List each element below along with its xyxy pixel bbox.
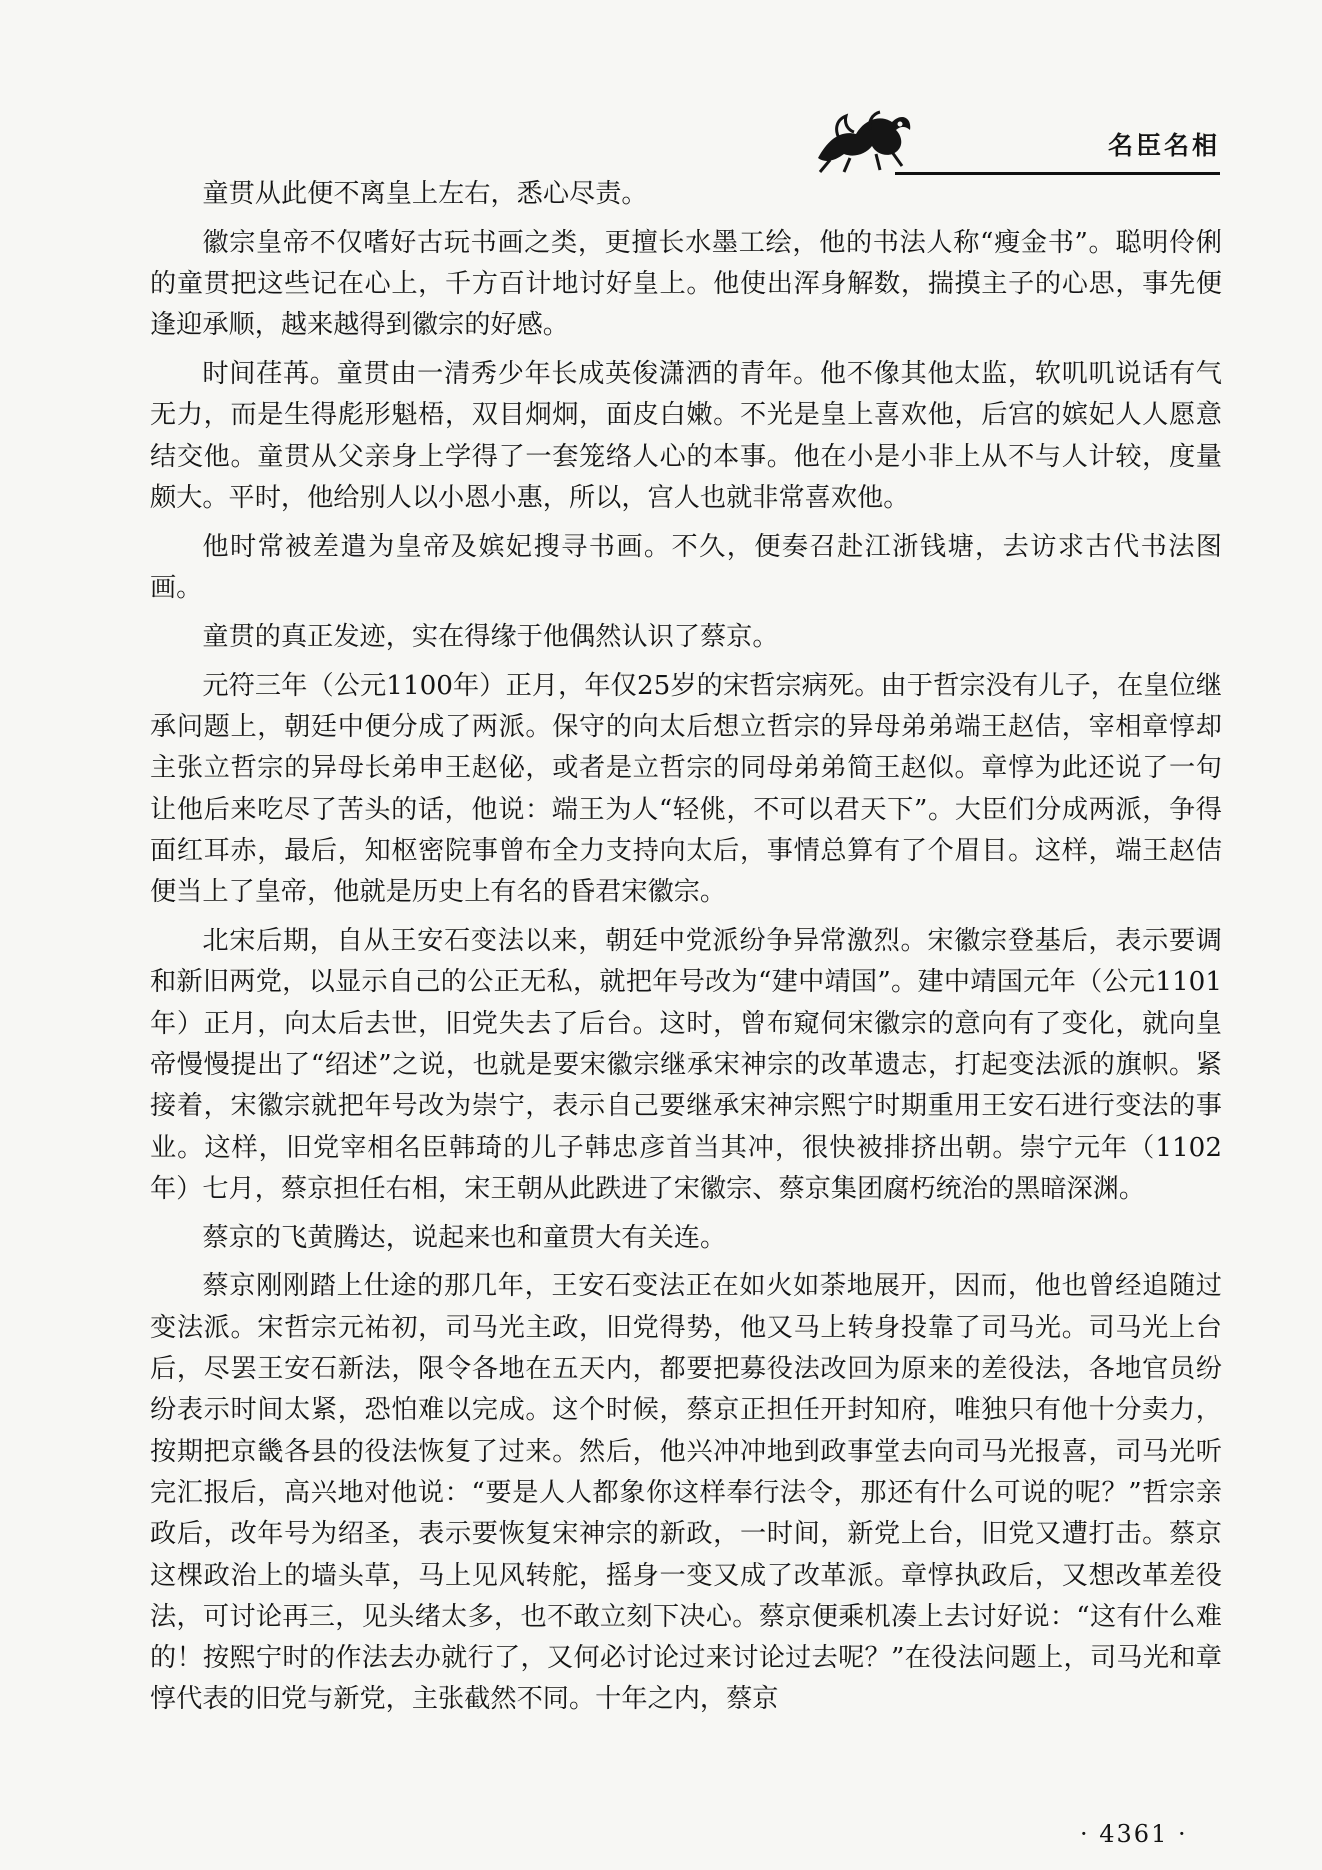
paragraph: 元符三年（公元1100年）正月，年仅25岁的宋哲宗病死。由于哲宗没有儿子，在皇位继承问题上，朝廷中便分成了两派。保守的向太后想立哲宗的异母弟弟端王赵佶，宰相章惇却主张立哲宗的异母长弟申王赵佖，或者是立哲宗的同母弟弟简王赵似。章惇为此还说了一句让他后来吃尽了苦头的话，他说：端王为人“轻佻，不可以君天下”。大臣们分成两派，争得面红耳赤，最后，知枢密院事曾布全力支持向太后，事情总算有了个眉目。这样，端王赵佶便当上了皇帝，他就是历史上有名的昏君宋徽宗。: [150, 670, 1222, 908]
paragraph: 他时常被差遣为皇帝及嫔妃搜寻书画。不久，便奏召赴江浙钱塘，去访求古代书法图画。: [150, 531, 1222, 604]
paragraph: 童贯的真正发迹，实在得缘于他偶然认识了蔡京。: [202, 621, 779, 652]
paragraph: 北宋后期，自从王安石变法以来，朝廷中党派纷争异常激烈。宋徽宗登基后，表示要调和新旧两党，以显示自己的公正无私，就把年号改为“建中靖国”。建中靖国元年（公元1101年）正月，向太后去世，旧党失去了后台。这时，曾布窥伺宋徽宗的意向有了变化，就向皇帝慢慢提出了“绍述”之说，也就是要宋徽宗继承宋神宗的改革遗志，打起变法派的旗帜。紧接着，宋徽宗就把年号改为崇宁，表示自己要继承宋神宗熙宁时期重用王安石进行变法的事业。这样，旧党宰相名臣韩琦的儿子韩忠彦首当其冲，很快被排挤出朝。崇宁元年（1102年）七月，蔡京担任右相，宋王朝从此跌进了宋徽宗、蔡京集团腐朽统治的黑暗深渊。: [150, 926, 1222, 1204]
page-header-title: 名臣名相: [1107, 131, 1220, 160]
paragraph: 蔡京的飞黄腾达，说起来也和童贯大有关连。: [202, 1222, 727, 1253]
page-number: · 4361 ·: [1080, 1820, 1188, 1848]
paragraph: 童贯从此便不离皇上左右，悉心尽责。: [202, 179, 648, 209]
paragraph: 徽宗皇帝不仅嗜好古玩书画之类，更擅长水墨工绘，他的书法人称“瘦金书”。聪明伶俐的童贯把这些记在心上，千方百计地讨好皇上。他使出浑身解数，揣摸主子的心思，事先便逢迎承顺，越来越得到徽宗的好感。: [150, 227, 1222, 341]
body-text: [150, 174, 1222, 1728]
dragon-icon: [810, 100, 920, 178]
paragraph: 时间荏苒。童贯由一清秀少年长成英俊潇洒的青年。他不像其他太监，软叽叽说话有气无力，而是生得彪形魁梧，双目炯炯，面皮白嫩。不光是皇上喜欢他，后宫的嫔妃人人愿意结交他。童贯从父亲身上学得了一套笼络人心的本事。他在小是小非上从不与人计较，度量颇大。平时，他给别人以小恩小惠，所以，宫人也就非常喜欢他。: [150, 359, 1222, 514]
paragraph: 蔡京刚刚踏上仕途的那几年，王安石变法正在如火如荼地展开，因而，他也曾经追随过变法派。宋哲宗元祐初，司马光主政，旧党得势，他又马上转身投靠了司马光。司马光上台后，尽罢王安石新法，限令各地在五天内，都要把募役法改回为原来的差役法，各地官员纷纷表示时间太紧，恐怕难以完成。这个时候，蔡京正担任开封知府，唯独只有他十分卖力，按期把京畿各县的役法恢复了过来。然后，他兴冲冲地到政事堂去向司马光报喜，司马光听完汇报后，高兴地对他说：“要是人人都象你这样奉行法令，那还有什么可说的呢？”哲宗亲政后，改年号为绍圣，表示要恢复宋神宗的新政，一时间，新党上台，旧党又遭打击。蔡京这棵政治上的墙头草，马上见风转舵，摇身一变又成了改革派。章惇执政后，又想改革差役法，可讨论再三，见头绪太多，也不敢立刻下决心。蔡京便乘机凑上去讨好说：“这有什么难的！按熙宁时的作法去办就行了，又何必讨论过来讨论过去呢？”在役法问题上，司马光和章惇代表的旧党与新党，主张截然不同。十年之内，蔡京: [150, 1271, 1222, 1715]
running-header: [810, 100, 1220, 180]
